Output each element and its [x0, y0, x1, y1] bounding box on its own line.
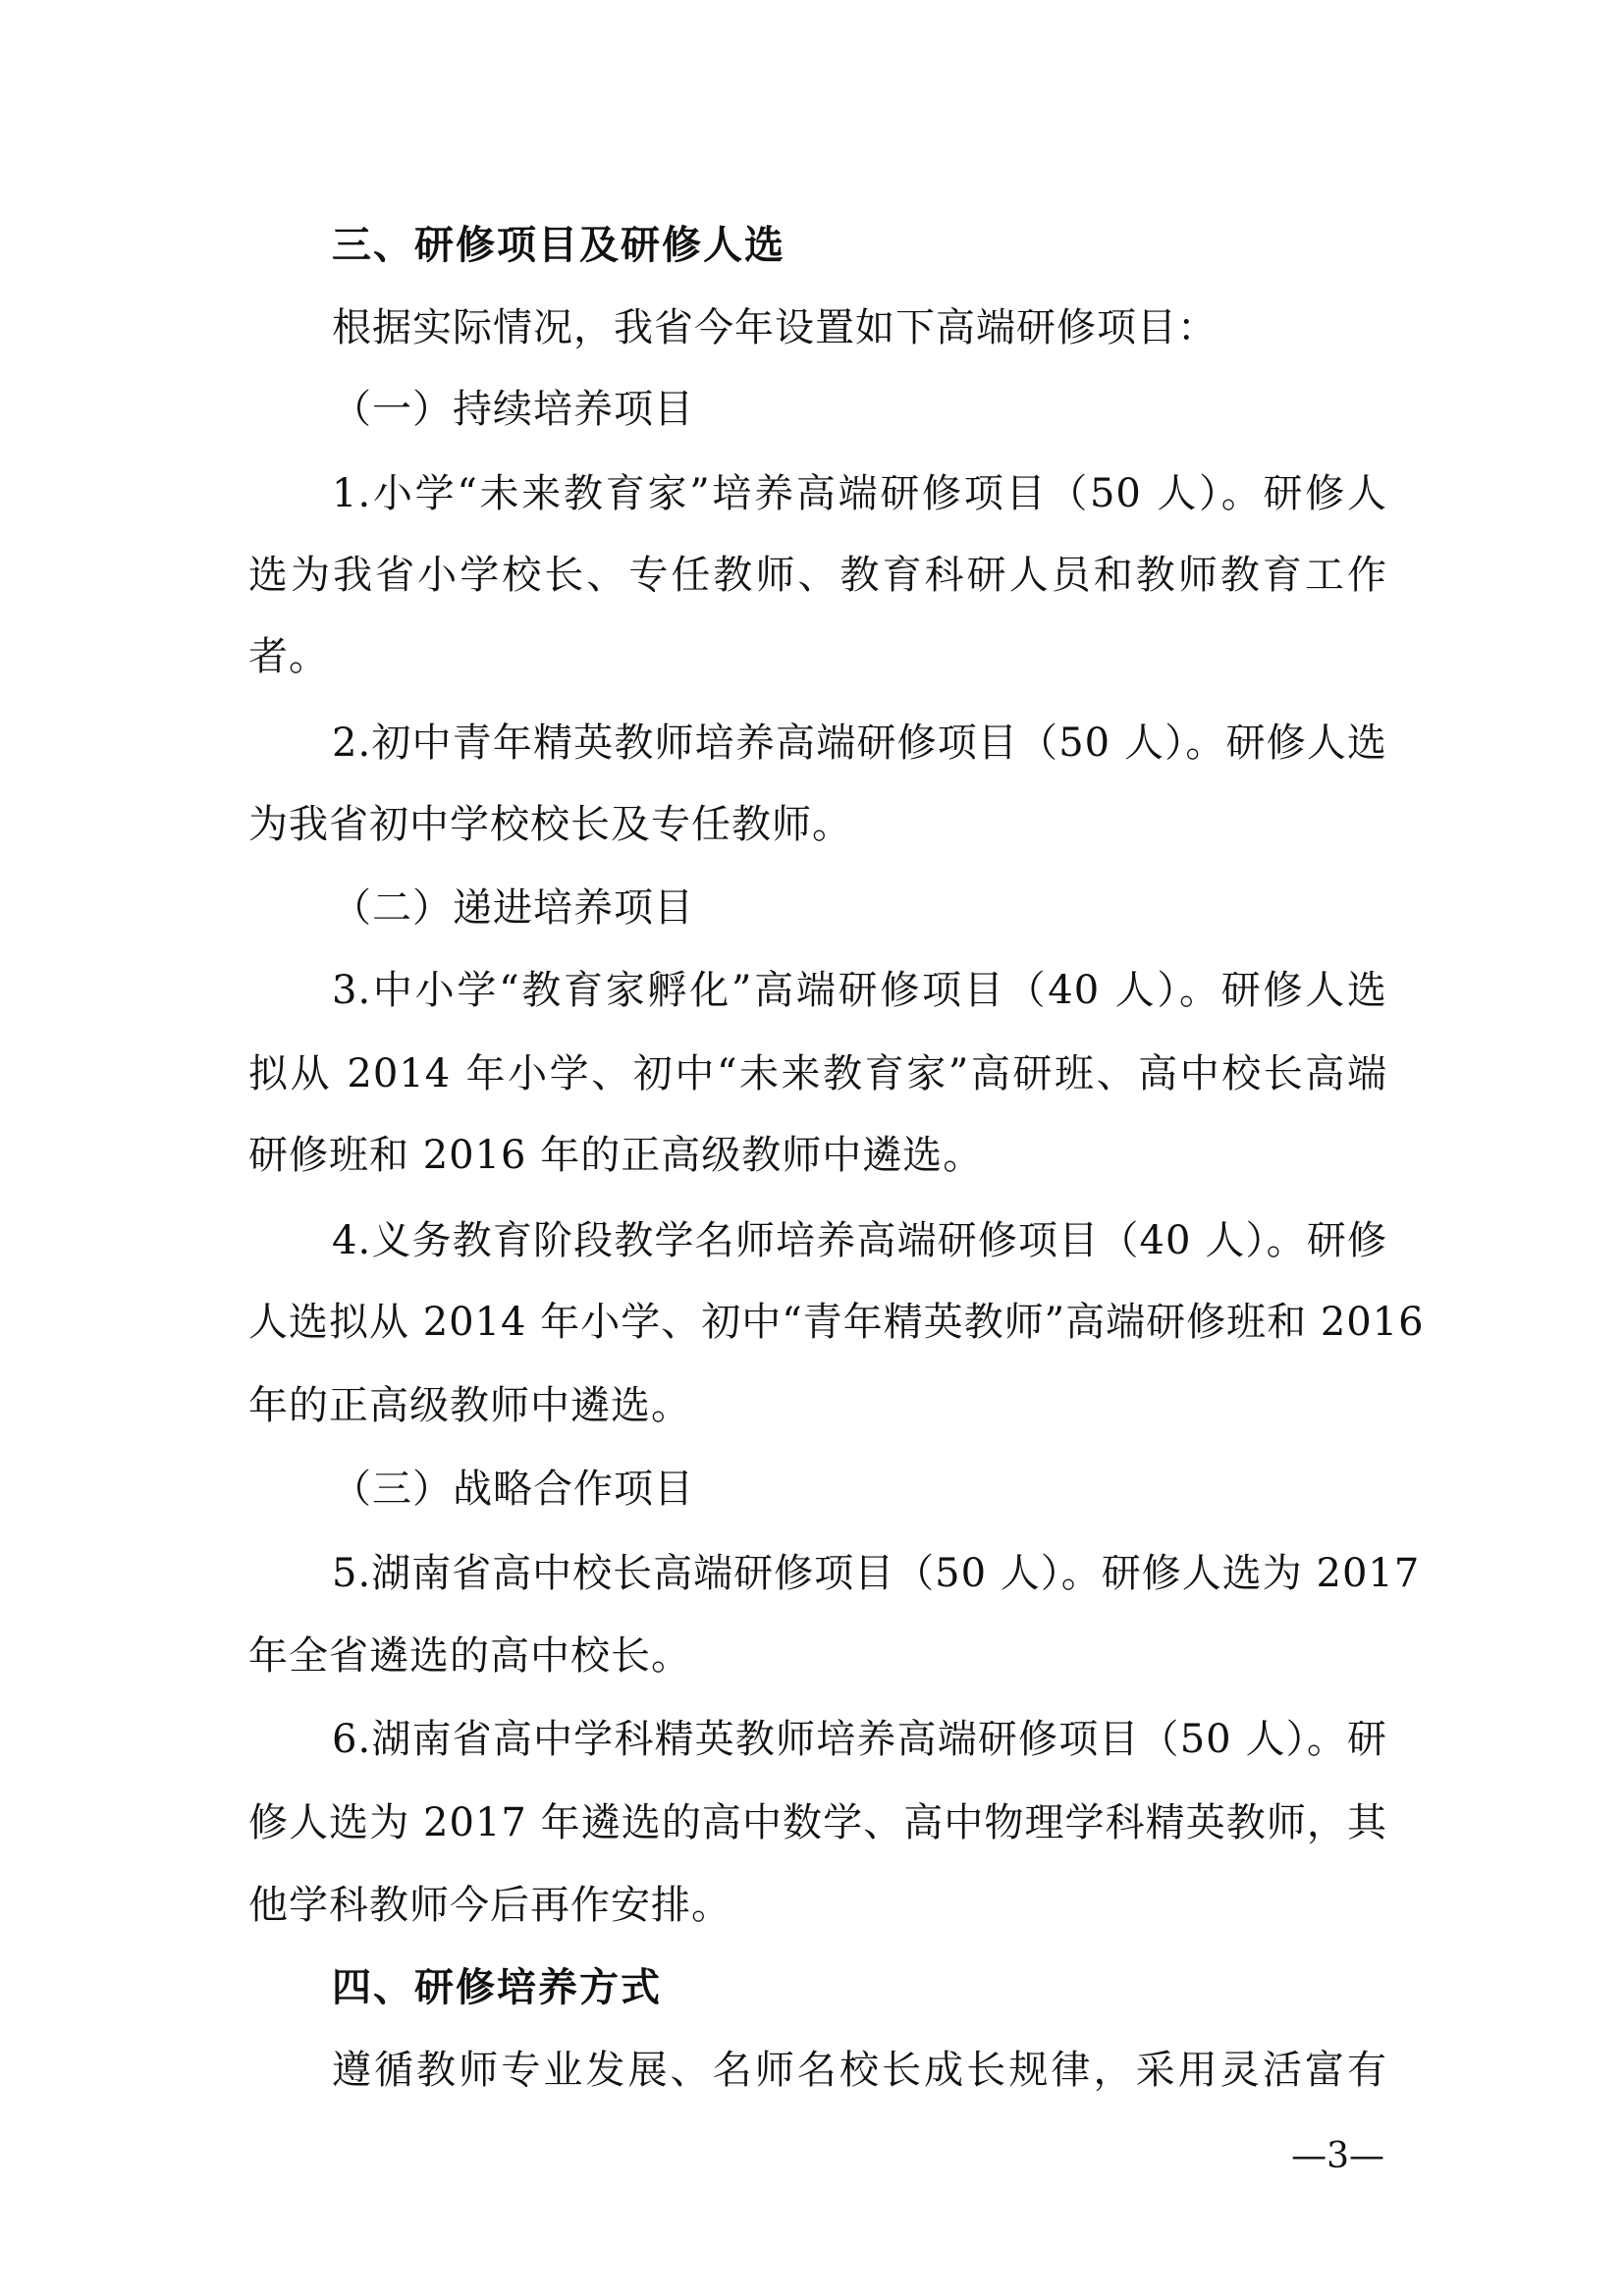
paragraph-line: 为我省初中学校校长及专任教师。 — [248, 802, 852, 847]
subsection-heading-3: （三）战略合作项目 — [332, 1467, 694, 1512]
paragraph-line: 选为我省小学校长、专任教师、教育科研人员和教师教育工作 — [248, 553, 1387, 598]
paragraph-line: 拟从 2014 年小学、初中“未来教育家”高研班、高中校长高端 — [248, 1051, 1387, 1096]
paragraph-line: 人选拟从 2014 年小学、初中“青年精英教师”高端研修班和 2016 — [248, 1300, 1425, 1345]
subsection-heading-2: （二）递进培养项目 — [332, 885, 694, 931]
paragraph-line: 年的正高级教师中遴选。 — [248, 1383, 691, 1428]
paragraph-line: 遵循教师专业发展、名师名校长成长规律，采用灵活富有 — [332, 2048, 1387, 2093]
paragraph-line: 2.初中青年精英教师培养高端研修项目（50 人）。研修人选 — [332, 721, 1387, 766]
paragraph-line: 6.湖南省高中学科精英教师培养高端研修项目（50 人）。研 — [332, 1717, 1387, 1762]
subsection-heading-1: （一）持续培养项目 — [332, 387, 694, 432]
paragraph-line: 5.湖南省高中校长高端研修项目（50 人）。研修人选为 2017 — [332, 1551, 1421, 1596]
paragraph-line: 修人选为 2017 年遴选的高中数学、高中物理学科精英教师，其 — [248, 1800, 1387, 1845]
paragraph-line: 者。 — [248, 634, 329, 679]
paragraph-line: 年全省遴选的高中校长。 — [248, 1633, 691, 1679]
paragraph-line: 4.义务教育阶段教学名师培养高端研修项目（40 人）。研修 — [332, 1218, 1387, 1263]
section-heading-3: 三、研修项目及研修人选 — [332, 223, 785, 268]
paragraph-line: 根据实际情况，我省今年设置如下高端研修项目： — [332, 305, 1218, 350]
page-number: —3— — [1291, 2136, 1384, 2176]
paragraph-line: 研修班和 2016 年的正高级教师中遴选。 — [248, 1133, 984, 1178]
paragraph-line: 1.小学“未来教育家”培养高端研修项目（50 人）。研修人 — [332, 471, 1387, 516]
section-heading-4: 四、研修培养方式 — [332, 1965, 662, 2010]
paragraph-line: 3.中小学“教育家孵化”高端研修项目（40 人）。研修人选 — [332, 968, 1387, 1013]
paragraph-line: 他学科教师今后再作安排。 — [248, 1883, 731, 1928]
